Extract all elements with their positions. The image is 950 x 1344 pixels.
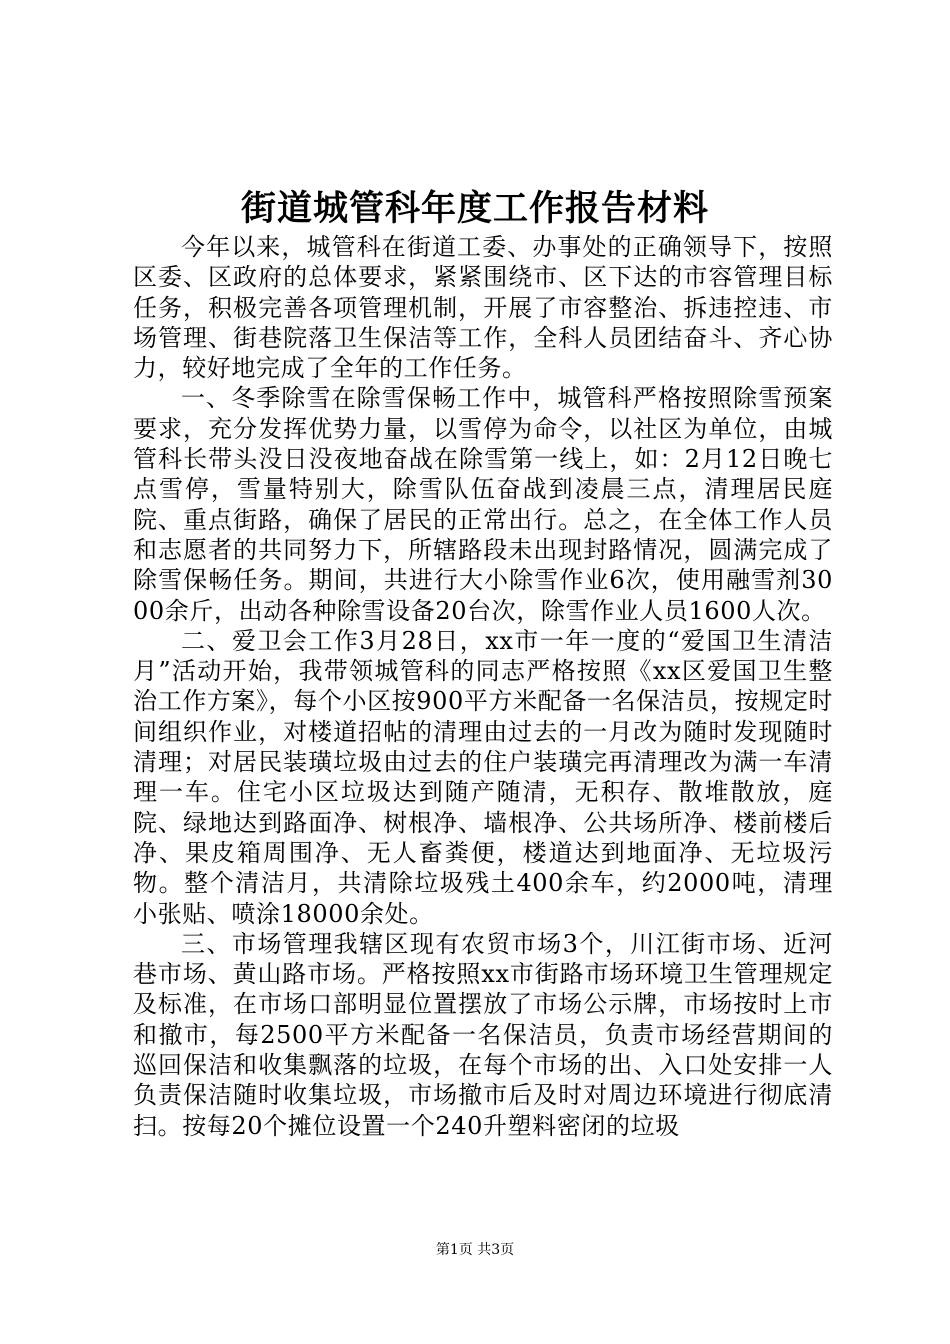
paragraph-snow-removal: 一、冬季除雪在除雪保畅工作中，城管科严格按照除雪预案要求，充分发挥优势力量，以雪停为命令，以社区为单位，由城管科长带头没日没夜地奋战在除雪第一线上，如：2月12日晚七点雪停，雪量特别大，除雪队伍奋战到凌晨三点，清理居民庭院、重点街路，确保了居民的正常出行。总之，在全体工作人员和志愿者的共同努力下，所辖路段未出现封路情况，圆满完成了除雪保畅任务。期间，共进行大小除雪作业6次，使用融雪剂3000余斤，出动各种除雪设备20台次，除雪作业人员1600人次。: [133, 384, 833, 625]
document-body: [133, 232, 833, 1141]
document-title: 街道城管科年度工作报告材料: [240, 188, 709, 229]
paragraph-sanitation: 二、爱卫会工作3月28日，xx市一年一度的“爱国卫生清洁月”活动开始，我带领城管科的同志严格按照《xx区爱国卫生整治工作方案》，每个小区按900平方米配备一名保洁员，按规定时间组织作业，对楼道招帖的清理由过去的一月改为随时发现随时清理；对居民装璜垃圾由过去的住户装璜完再清理改为满一车清理一车。住宅小区垃圾达到随产随清，无积存、散堆散放，庭院、绿地达到路面净、树根净、墙根净、公共场所净、楼前楼后净、果皮箱周围净、无人畜粪便，楼道达到地面净、无垃圾污物。整个清洁月，共清除垃圾残土400余车，约2000吨，清理小张贴、喷涂18000余处。: [133, 626, 833, 928]
paragraph-intro: 今年以来，城管科在街道工委、办事处的正确领导下，按照区委、区政府的总体要求，紧紧围绕市、区下达的市容管理目标任务，积极完善各项管理机制，开展了市容整治、拆违控违、市场管理、街巷院落卫生保洁等工作，全科人员团结奋斗、齐心协力，较好地完成了全年的工作任务。: [133, 233, 833, 383]
page-number-footer: 第1页 共3页: [435, 1242, 515, 1258]
paragraph-market-management: 三、市场管理我辖区现有农贸市场3个，川江街市场、近河巷市场、黄山路市场。严格按照xx市街路市场环境卫生管理规定及标准，在市场口部明显位置摆放了市场公示牌，市场按时上市和撤市，每2500平方米配备一名保洁员，负责市场经营期间的巡回保洁和收集飘落的垃圾，在每个市场的出、入口处安排一人负责保洁随时收集垃圾，市场撤市后及时对周边环境进行彻底清扫。按每20个摊位设置一个240升塑料密闭的垃圾: [133, 929, 833, 1140]
